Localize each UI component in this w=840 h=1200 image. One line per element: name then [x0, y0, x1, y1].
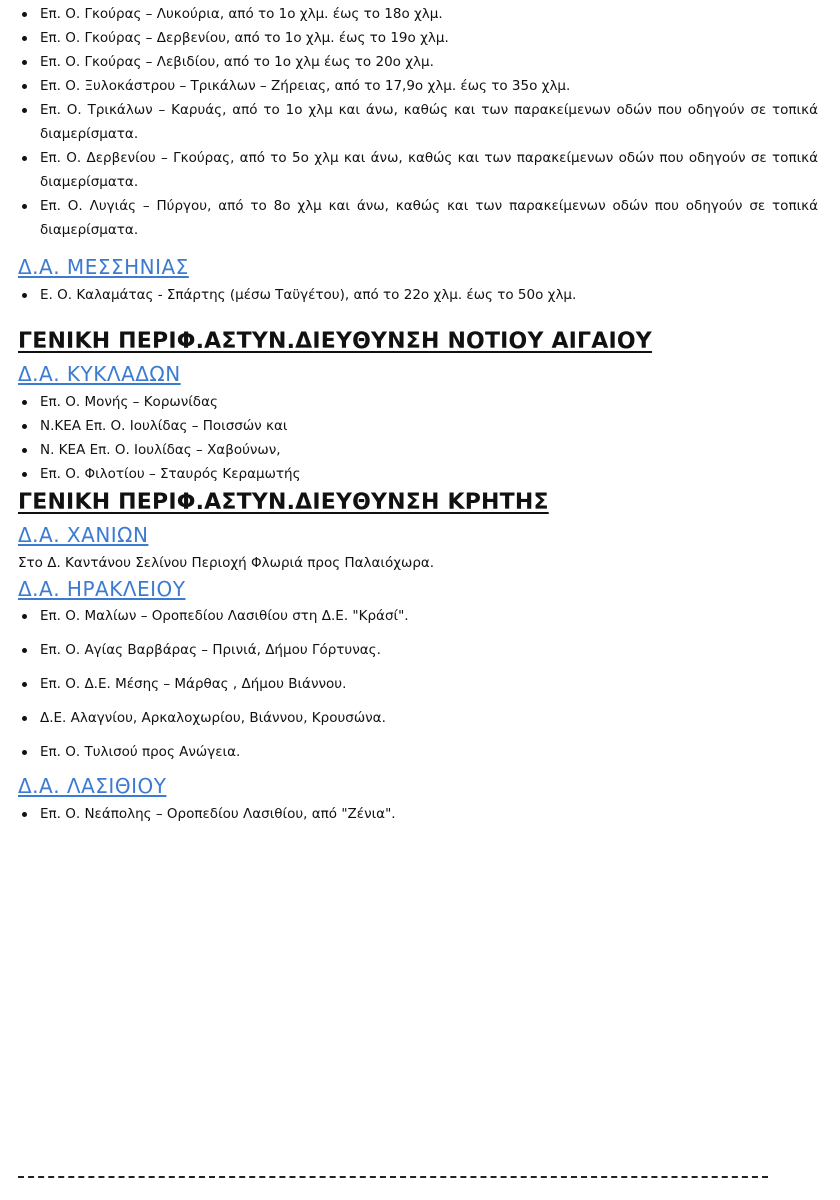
- list-item: Επ. Ο. Μονής – Κορωνίδας: [18, 390, 818, 414]
- crete-title: ΓΕΝΙΚΗ ΠΕΡΙΦ.ΑΣΤΥΝ.ΔΙΕΥΘΥΝΣΗ ΚΡΗΤΗΣ: [18, 490, 549, 515]
- chania-text: Στο Δ. Καντάνου Σελίνου Περιοχή Φλωριά προς Παλαιόχωρα.: [18, 555, 435, 571]
- heraklion-list: [18, 599, 818, 769]
- chania-heading: Δ.Α. ΧΑΝΙΩΝ: [18, 523, 149, 547]
- dashed-divider: [18, 1176, 768, 1178]
- messinia-list: [18, 283, 818, 307]
- list-item: Επ. Ο. Μαλίων – Οροπεδίου Λασιθίου στη Δ.Ε. "Κράσί".: [18, 599, 818, 633]
- lasithi-heading: Δ.Α. ΛΑΣΙΘΙΟΥ: [18, 774, 167, 798]
- heraklion-heading: Δ.Α. ΗΡΑΚΛΕΙΟΥ: [18, 577, 186, 601]
- list-item: Επ. Ο. Τυλισού προς Ανώγεια.: [18, 735, 818, 769]
- list-item: Επ. Ο. Αγίας Βαρβάρας – Πρινιά, Δήμου Γόρτυνας.: [18, 633, 818, 667]
- cyclades-list: [18, 390, 818, 486]
- list-item: Επ. Ο. Λυγιάς – Πύργου, από το 8ο χλμ και άνω, καθώς και των παρακείμενων οδών που οδηγούν σε τοπικά διαμερίσματα.: [18, 194, 818, 242]
- list-item: Επ. Ο. Γκούρας – Δερβενίου, από το 1ο χλμ. έως το 19ο χλμ.: [18, 26, 818, 50]
- list-item: Επ. Ο. Νεάπολης – Οροπεδίου Λασιθίου, από "Ζένια".: [18, 802, 818, 826]
- list-item: Ε. Ο. Καλαμάτας - Σπάρτης (μέσω Ταϋγέτου), από το 22ο χλμ. έως το 50ο χλμ.: [18, 283, 818, 307]
- list-item: Επ. Ο. Ξυλοκάστρου – Τρικάλων – Ζήρειας, από το 17,9ο χλμ. έως το 35ο χλμ.: [18, 74, 818, 98]
- cyclades-heading: Δ.Α. ΚΥΚΛΑΔΩΝ: [18, 362, 181, 386]
- lasithi-list: [18, 802, 818, 826]
- list-item: Επ. Ο. Φιλοτίου – Σταυρός Κεραμωτής: [18, 462, 818, 486]
- list-item: Επ. Ο. Δερβενίου – Γκούρας, από το 5ο χλμ και άνω, καθώς και των παρακείμενων οδών που οδηγούν σε τοπικά διαμερίσματα.: [18, 146, 818, 194]
- south-aegean-title: ΓΕΝΙΚΗ ΠΕΡΙΦ.ΑΣΤΥΝ.ΔΙΕΥΘΥΝΣΗ ΝΟΤΙΟΥ ΑΙΓΑΙΟΥ: [18, 329, 652, 354]
- list-item: Δ.Ε. Αλαγνίου, Αρκαλοχωρίου, Βιάννου, Κρουσώνα.: [18, 701, 818, 735]
- list-item: Επ. Ο. Γκούρας – Λυκούρια, από το 1ο χλμ. έως το 18ο χλμ.: [18, 2, 818, 26]
- list-item: Επ. Ο. Δ.Ε. Μέσης – Μάρθας , Δήμου Βιάννου.: [18, 667, 818, 701]
- list-item: Επ. Ο. Τρικάλων – Καρυάς, από το 1ο χλμ και άνω, καθώς και των παρακείμενων οδών που οδηγούν σε τοπικά διαμερίσματα.: [18, 98, 818, 146]
- road-list-top: [18, 2, 818, 242]
- list-item: Ν. ΚΕΑ Επ. Ο. Ιουλίδας – Χαβούνων,: [18, 438, 818, 462]
- list-item: Επ. Ο. Γκούρας – Λεβιδίου, από το 1ο χλμ έως το 20ο χλμ.: [18, 50, 818, 74]
- messinia-heading: Δ.Α. ΜΕΣΣΗΝΙΑΣ: [18, 255, 189, 279]
- list-item: Ν.ΚΕΑ Επ. Ο. Ιουλίδας – Ποισσών και: [18, 414, 818, 438]
